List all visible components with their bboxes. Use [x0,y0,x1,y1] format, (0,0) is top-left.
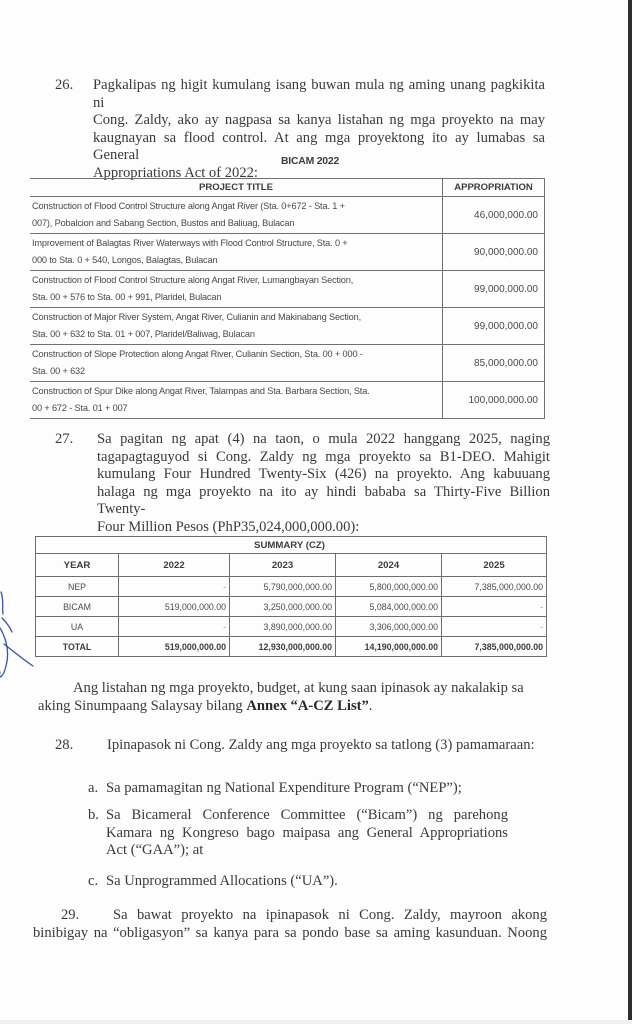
row-label: TOTAL [36,637,119,657]
project-title-cell [30,271,443,308]
summary-header-row [36,554,547,577]
summary-cz-table [35,536,547,657]
text-line: Ipinapasok ni Cong. Zaldy ang mga proyekto sa tatlong (3) pamamaraan: [107,737,535,753]
text-line: Pagkalipas ng higit kumulang isang buwan mula ng aming unang pagkikita ni [93,77,545,111]
paragraph-number: 28. [55,737,74,753]
table-caption: BICAM 2022 [280,156,340,167]
table-row [30,345,545,382]
project-title-line: Construction of Slope Protection along Angat River, Culianin Section, Sta. 00 + 000 - [32,349,363,360]
list-marker: a. [88,780,99,796]
text-line: Four Million Pesos (PhP35,024,000,000.00): [97,518,360,535]
project-title-cell [30,308,443,345]
project-title-line: Sta. 00 + 632 to Sta. 01 + 007, Plaridel/Baliwag, Bulacan [32,329,255,339]
project-title-cell [30,197,443,234]
project-title-line: Construction of Flood Control Structure along Angat River, Lumangbayan Section, [32,275,354,286]
appropriation-cell: 99,000,000.00 [443,271,545,308]
summary-row-total [36,637,547,657]
amount-cell-2022: - [119,617,230,637]
text-line: halaga ng mga proyekto na ito ay hindi bababa sa Thirty-Five Billion Twenty- [97,483,550,518]
amount-cell-2022: 519,000,000.00 [119,597,230,617]
project-title-line: Sta. 00 + 576 to Sta. 00 + 991, Plaridel, Bulacan [32,292,222,302]
text-line: Sa Unprogrammed Allocations (“UA”). [106,873,338,889]
table-row [30,197,545,234]
appropriation-cell: 46,000,000.00 [443,197,545,234]
project-title-line: 000 to Sta. 0 + 540, Longos, Balagtas, Bulacan [32,255,218,265]
text-line: Act (“GAA”); at [106,842,204,859]
row-label: NEP [36,577,119,597]
summary-title: SUMMARY (CZ) [36,537,547,554]
amount-cell-2023: 12,930,000,000.00 [230,637,336,657]
paragraph-28 [55,737,555,755]
header-2022: 2022 [119,554,230,577]
amount-cell-2022: - [119,577,230,597]
header-2023: 2023 [230,554,336,577]
project-title-line: Construction of Spur Dike along Angat River, Talampas and Sta. Barbara Section, Sta. [32,386,370,397]
table-row [30,382,545,419]
appropriation-cell: 100,000,000.00 [443,382,545,419]
project-title-line: Construction of Flood Control Structure along Angat River (Sta. 0+672 - Sta. 1 + [32,201,345,212]
paragraph-number: 29. [61,907,80,923]
text-line: Ang listahan ng mga proyekto, budget, at kung saan ipinasok ay nakalakip sa [73,680,524,696]
project-title-line: 00 + 672 - Sta. 01 + 007 [32,403,128,413]
project-title-line: 007), Pobalcion and Sabang Section, Bustos and Baliuag, Bulacan [32,218,295,228]
amount-cell-2023: 5,790,000,000.00 [230,577,336,597]
list-item-c [88,873,548,891]
amount-cell-2023: 3,250,000,000.00 [230,597,336,617]
paragraph-number: 26. [55,77,74,93]
text-line: kumulang Four Hundred Twenty-Six (426) na proyekto. Ang kabuuang [97,466,550,483]
list-marker: c. [88,873,99,889]
viewer-edge [628,0,632,1024]
project-title-cell [30,382,443,419]
signature-ink-mark [0,580,40,690]
amount-cell-2024: 5,800,000,000.00 [336,577,442,597]
appropriation-cell: 99,000,000.00 [443,308,545,345]
amount-cell-2025: - [442,617,547,637]
summary-row-nep [36,577,547,597]
text-line: kaugnayan sa flood control. At ang mga proyektong ito ay lumabas sa General [93,129,545,164]
annex-suffix: . [368,697,373,714]
row-label: UA [36,617,119,637]
project-title-line: Construction of Major River System, Angat River, Culianin and Makinabang Section, [32,312,361,323]
table-row [30,271,545,308]
header-2025: 2025 [442,554,547,577]
project-title-line: Sta. 00 + 632 [32,366,85,376]
project-title-cell [30,234,443,271]
annex-reference: Annex “A-CZ List” [246,697,369,714]
header-2024: 2024 [336,554,442,577]
paragraph-29 [33,907,547,942]
appropriation-cell: 85,000,000.00 [443,345,545,382]
text-line: Sa pagitan ng apat (4) na taon, o mula 2022 hanggang 2025, naging [97,431,550,447]
amount-cell-2024: 5,084,000,000.00 [336,597,442,617]
header-project-title: PROJECT TITLE [30,179,443,197]
header-appropriation: APPROPRIATION [443,179,545,197]
paragraph-27 [55,431,550,537]
appropriation-cell: 90,000,000.00 [443,234,545,271]
text-line: Sa Bicameral Conference Committee (“Bicam”) ng parehong [106,807,508,823]
list-item-b [88,807,508,860]
text-line: Sa pamamagitan ng National Expenditure Program (“NEP”); [106,780,462,796]
annex-paragraph [40,680,550,715]
text-line: Cong. Zaldy, ako ay nagpasa sa kanya listahan ng mga proyekto na may [93,112,545,129]
list-marker: b. [88,807,99,823]
table-row [30,234,545,271]
paragraph-number: 27. [55,431,74,447]
text-line: Kamara ng Kongreso bago maipasa ang General Appropriations [106,824,508,841]
amount-cell-2024: 3,306,000,000.00 [336,617,442,637]
text-line [38,698,550,716]
row-label: BICAM [36,597,119,617]
summary-title-row [36,537,547,554]
annex-text: aking Sinumpaang Salaysay bilang [38,697,247,714]
amount-cell-2023: 3,890,000,000.00 [230,617,336,637]
summary-row-bicam [36,597,547,617]
bicam-2022-table [30,178,545,419]
text-line: Sa bawat proyekto na ipinapasok ni Cong. Zaldy, mayroon akong [113,907,547,923]
viewer-bottom-edge [0,1020,632,1024]
amount-cell-2025: - [442,597,547,617]
project-title-line: Improvement of Balagtas River Waterways with Flood Control Structure, Sta. 0 + [32,238,348,249]
amount-cell-2025: 7,385,000,000.00 [442,577,547,597]
list-item-a [88,780,548,798]
table-row [30,308,545,345]
summary-row-ua [36,617,547,637]
text-line: Appropriations Act of 2022: [93,164,258,181]
text-line: tagapagtaguyod si Cong. Zaldy ng mga proyekto sa B1-DEO. Mahigit [97,448,550,465]
amount-cell-2024: 14,190,000,000.00 [336,637,442,657]
project-title-cell [30,345,443,382]
table-header-row [30,179,545,197]
text-line: binibigay na “obligasyon” sa kanya para sa pondo base sa aming kasunduan. Noong [33,924,547,941]
amount-cell-2022: 519,000,000.00 [119,637,230,657]
header-year: YEAR [36,554,119,577]
amount-cell-2025: 7,385,000,000.00 [442,637,547,657]
